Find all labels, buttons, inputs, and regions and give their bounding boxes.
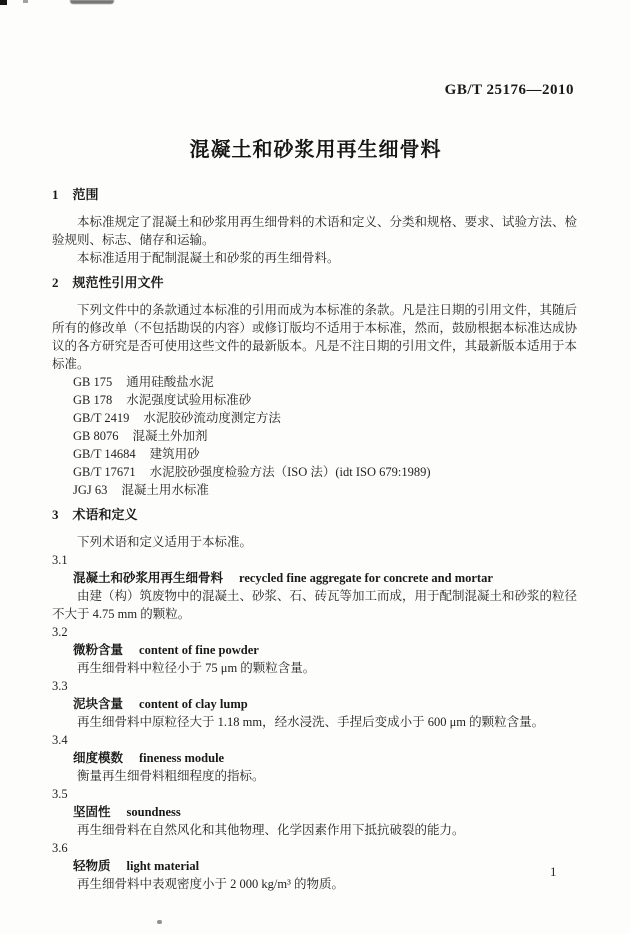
term-number: 3.2 bbox=[52, 625, 68, 639]
term-zh: 混凝土和砂浆用再生细骨料 bbox=[73, 571, 224, 585]
term-definition: 再生细骨料中原粒径大于 1.18 mm，经水浸洗、手捏后变成小于 600 μm 的颗粒含量。 bbox=[77, 715, 545, 729]
term-title bbox=[73, 803, 579, 821]
term-en: recycled fine aggregate for concrete and mortar bbox=[239, 571, 493, 585]
reference-item bbox=[73, 391, 579, 409]
section-3-number: 3 bbox=[52, 507, 59, 522]
term-en: soundness bbox=[126, 805, 181, 819]
term-title bbox=[73, 641, 579, 659]
term-en: fineness module bbox=[139, 751, 225, 765]
section-3-heading bbox=[52, 506, 579, 524]
document-title: 混凝土和砂浆用再生细骨料 bbox=[189, 139, 442, 161]
document-body bbox=[52, 186, 579, 893]
reference-code: GB/T 2419 bbox=[73, 411, 130, 425]
term-zh: 坚固性 bbox=[73, 805, 111, 819]
reference-title: 水泥强度试验用标准砂 bbox=[126, 393, 252, 407]
references-intro: 下列文件中的条款通过本标准的引用而成为本标准的条款。凡是注日期的引用文件，其随后所有的修改单（不包括勘误的内容）或修订版均不适用于本标准，然而，鼓励根据本标准达成协议的各方研究是否可使用这些文件的最新版本。凡是不注日期的引用文件，其最新版本适用于本标准。 bbox=[52, 303, 578, 371]
term-definition: 再生细骨料中表观密度小于 2 000 kg/m³ 的物质。 bbox=[77, 877, 344, 891]
section-1-heading bbox=[52, 186, 579, 204]
term-number: 3.1 bbox=[52, 553, 68, 567]
standard-code: GB/T 25176—2010 bbox=[444, 82, 574, 98]
reference-code: GB 178 bbox=[73, 393, 113, 407]
reference-title: 水泥胶砂流动度测定方法 bbox=[143, 411, 281, 425]
reference-item bbox=[73, 373, 579, 391]
term-title bbox=[73, 569, 579, 587]
term-title bbox=[73, 749, 579, 767]
section-2-number: 2 bbox=[52, 275, 59, 290]
reference-title: 混凝土用水标准 bbox=[121, 483, 209, 497]
term-number: 3.6 bbox=[52, 841, 68, 855]
page-number: 1 bbox=[550, 864, 557, 879]
section-2-heading bbox=[52, 274, 579, 292]
scan-edge-dot bbox=[23, 0, 28, 3]
reference-code: GB/T 14684 bbox=[73, 447, 136, 461]
reference-title: 水泥胶砂强度检验方法（ISO 法）(idt ISO 679:1989) bbox=[149, 465, 431, 479]
term-en: light material bbox=[126, 859, 200, 873]
section-1-title: 范围 bbox=[72, 187, 99, 202]
term-definition: 衡量再生细骨料粗细程度的指标。 bbox=[77, 769, 265, 783]
reference-title: 混凝土外加剂 bbox=[132, 429, 208, 443]
reference-item bbox=[73, 445, 579, 463]
reference-item bbox=[73, 409, 579, 427]
scan-edge-smudge bbox=[70, 0, 114, 4]
section-3-title: 术语和定义 bbox=[72, 507, 138, 522]
reference-item bbox=[73, 481, 579, 499]
term-zh: 轻物质 bbox=[73, 859, 111, 873]
reference-item bbox=[73, 463, 579, 481]
scope-paragraph-2: 本标准适用于配制混凝土和砂浆的再生细骨料。 bbox=[77, 251, 340, 265]
term-number: 3.5 bbox=[52, 787, 68, 801]
term-definition: 再生细骨料在自然风化和其他物理、化学因素作用下抵抗破裂的能力。 bbox=[77, 823, 465, 837]
scan-corner-artifact bbox=[0, 0, 7, 5]
reference-code: JGJ 63 bbox=[73, 483, 108, 497]
term-zh: 细度模数 bbox=[73, 751, 124, 765]
term-number: 3.3 bbox=[52, 679, 68, 693]
term-zh: 微粉含量 bbox=[73, 643, 124, 657]
reference-code: GB/T 17671 bbox=[73, 465, 136, 479]
term-zh: 泥块含量 bbox=[73, 697, 124, 711]
section-2-title: 规范性引用文件 bbox=[72, 275, 164, 290]
term-en: content of clay lump bbox=[139, 697, 248, 711]
term-definition: 由建（构）筑废物中的混凝土、砂浆、石、砖瓦等加工而成，用于配制混凝土和砂浆的粒径不大于 4.75 mm 的颗粒。 bbox=[52, 589, 578, 621]
term-en: content of fine powder bbox=[139, 643, 259, 657]
term-title bbox=[73, 857, 579, 875]
scope-paragraph-1: 本标准规定了混凝土和砂浆用再生细骨料的术语和定义、分类和规格、要求、试验方法、检验规则、标志、储存和运输。 bbox=[52, 215, 578, 247]
term-definition: 再生细骨料中粒径小于 75 μm 的颗粒含量。 bbox=[77, 661, 316, 675]
reference-code: GB 8076 bbox=[73, 429, 119, 443]
reference-title: 建筑用砂 bbox=[149, 447, 200, 461]
section-1-number: 1 bbox=[52, 187, 59, 202]
scan-bottom-speck bbox=[157, 920, 162, 924]
terms-intro: 下列术语和定义适用于本标准。 bbox=[77, 535, 253, 549]
reference-item bbox=[73, 427, 579, 445]
reference-title: 通用硅酸盐水泥 bbox=[126, 375, 214, 389]
term-number: 3.4 bbox=[52, 733, 68, 747]
reference-code: GB 175 bbox=[73, 375, 113, 389]
term-title bbox=[73, 695, 579, 713]
